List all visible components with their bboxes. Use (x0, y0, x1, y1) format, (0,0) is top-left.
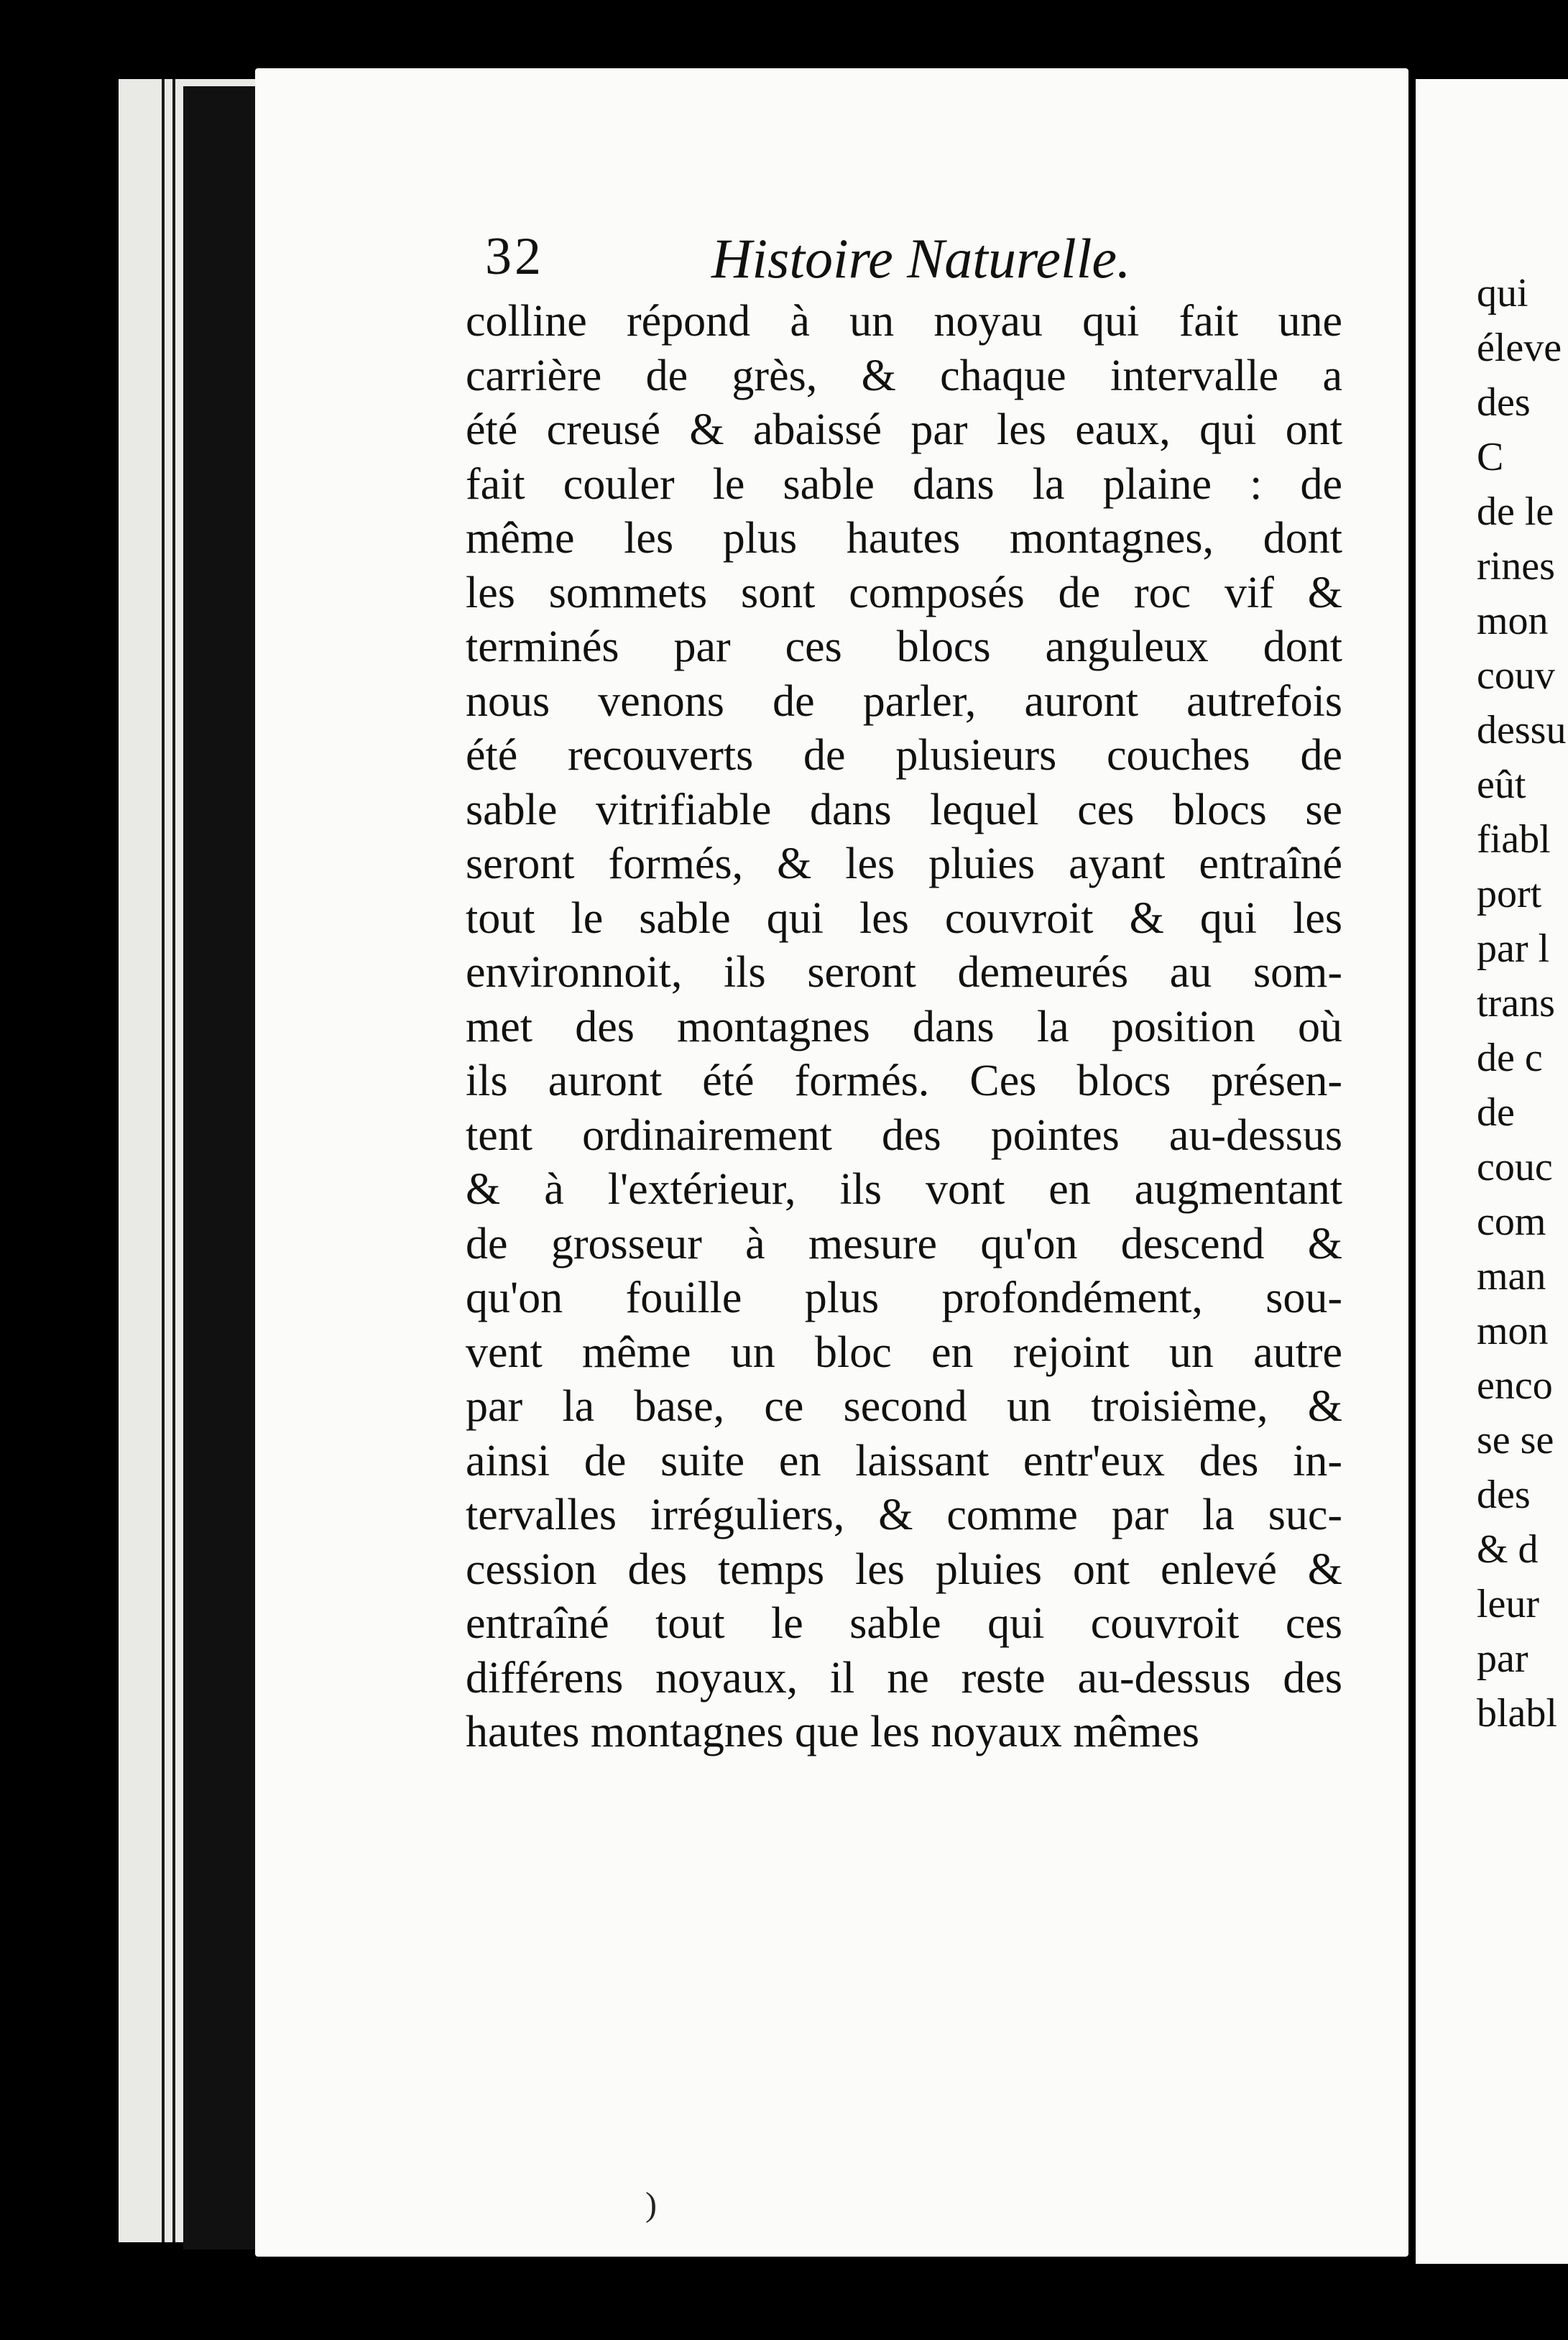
facing-text-line: éleve (1477, 326, 1562, 370)
facing-text-line: rines (1477, 544, 1555, 589)
facing-text-line: man (1477, 1254, 1546, 1299)
facing-text-line: des (1477, 1473, 1531, 1517)
facing-text-line: trans (1477, 981, 1555, 1026)
text-line: différens noyaux, il ne reste au-dessus des (466, 1653, 1342, 1703)
facing-text-line: de le (1477, 489, 1554, 534)
facing-text-line: couc (1477, 1145, 1553, 1189)
text-line: terminés par ces blocs anguleux dont (466, 622, 1342, 671)
bottom-mark: ) (645, 2185, 657, 2224)
text-line: tervalles irréguliers, & comme par la suc- (466, 1491, 1342, 1539)
running-head (485, 226, 1132, 298)
text-line: entraîné tout le sable qui couvroit ces (466, 1599, 1342, 1648)
text-line: les sommets sont composés de roc vif & (466, 568, 1342, 617)
facing-text-line: par (1477, 1636, 1528, 1681)
text-line: seront formés, & les pluies ayant entraîné (466, 839, 1342, 888)
facing-text-line: de c (1477, 1036, 1543, 1080)
text-line: fait couler le sable dans la plaine : de (466, 459, 1342, 509)
facing-text-line: par l (1477, 926, 1550, 971)
text-line: nous venons de parler, auront autrefois (466, 676, 1342, 726)
facing-text-line: des (1477, 380, 1531, 425)
facing-text-line: de (1477, 1090, 1515, 1135)
facing-page-text (1477, 266, 1566, 1741)
text-line: colline répond à un noyau qui fait une (466, 297, 1342, 346)
facing-text-line: mon (1477, 599, 1549, 643)
facing-text-line: mon (1477, 1309, 1549, 1353)
text-line: par la base, ce second un troisième, & (466, 1382, 1342, 1431)
facing-text-line: eût (1477, 763, 1526, 807)
facing-text-line: leur (1477, 1582, 1540, 1626)
text-line: carrière de grès, & chaque intervalle a (466, 351, 1342, 400)
text-line: été recouverts de plusieurs couches de (466, 731, 1342, 780)
text-line: environnoit, ils seront demeurés au som- (466, 948, 1342, 997)
facing-text-line: port (1477, 872, 1542, 916)
text-line: hautes montagnes que les noyaux mêmes (466, 1708, 1200, 1756)
facing-text-line: qui (1477, 271, 1528, 315)
text-line: & à l'extérieur, ils vont en augmentant (466, 1165, 1342, 1214)
text-line: même les plus hautes montagnes, dont (466, 514, 1342, 563)
text-line: vent même un bloc en rejoint un autre (466, 1327, 1342, 1377)
text-line: sable vitrifiable dans lequel ces blocs se (466, 785, 1342, 834)
text-line: été creusé & abaissé par les eaux, qui ont (466, 405, 1342, 454)
facing-text-line: blabl (1477, 1691, 1557, 1736)
text-line: de grosseur à mesure qu'on descend & (466, 1219, 1342, 1268)
book-gutter-shadow (183, 86, 262, 2249)
running-head-title: Histoire Naturelle. (711, 227, 1131, 290)
page-edge-line (162, 79, 165, 2242)
text-line: tent ordinairement des pointes au-dessus (466, 1110, 1342, 1160)
body-text (466, 295, 1342, 1760)
text-line: tout le sable qui les couvroit & qui les (466, 893, 1342, 943)
page-number: 32 (485, 227, 544, 286)
page-edge-line (172, 79, 175, 2242)
facing-text-line: C (1477, 435, 1504, 479)
text-line: ainsi de suite en laissant entr'eux des in- (466, 1436, 1342, 1485)
text-line: met des montagnes dans la position où (466, 1002, 1342, 1051)
text-line: qu'on fouille plus profondément, sou- (466, 1273, 1342, 1322)
facing-text-line: dessu (1477, 708, 1567, 752)
text-line: cession des temps les pluies ont enlevé & (466, 1544, 1342, 1594)
facing-text-line: se se (1477, 1418, 1554, 1462)
facing-text-line: com (1477, 1199, 1546, 1244)
facing-text-line: fiabl (1477, 817, 1551, 862)
text-line: ils auront été formés. Ces blocs présen- (466, 1056, 1342, 1105)
facing-text-line: couv (1477, 653, 1555, 698)
facing-text-line: enco (1477, 1363, 1553, 1408)
facing-text-line: & d (1477, 1527, 1539, 1572)
